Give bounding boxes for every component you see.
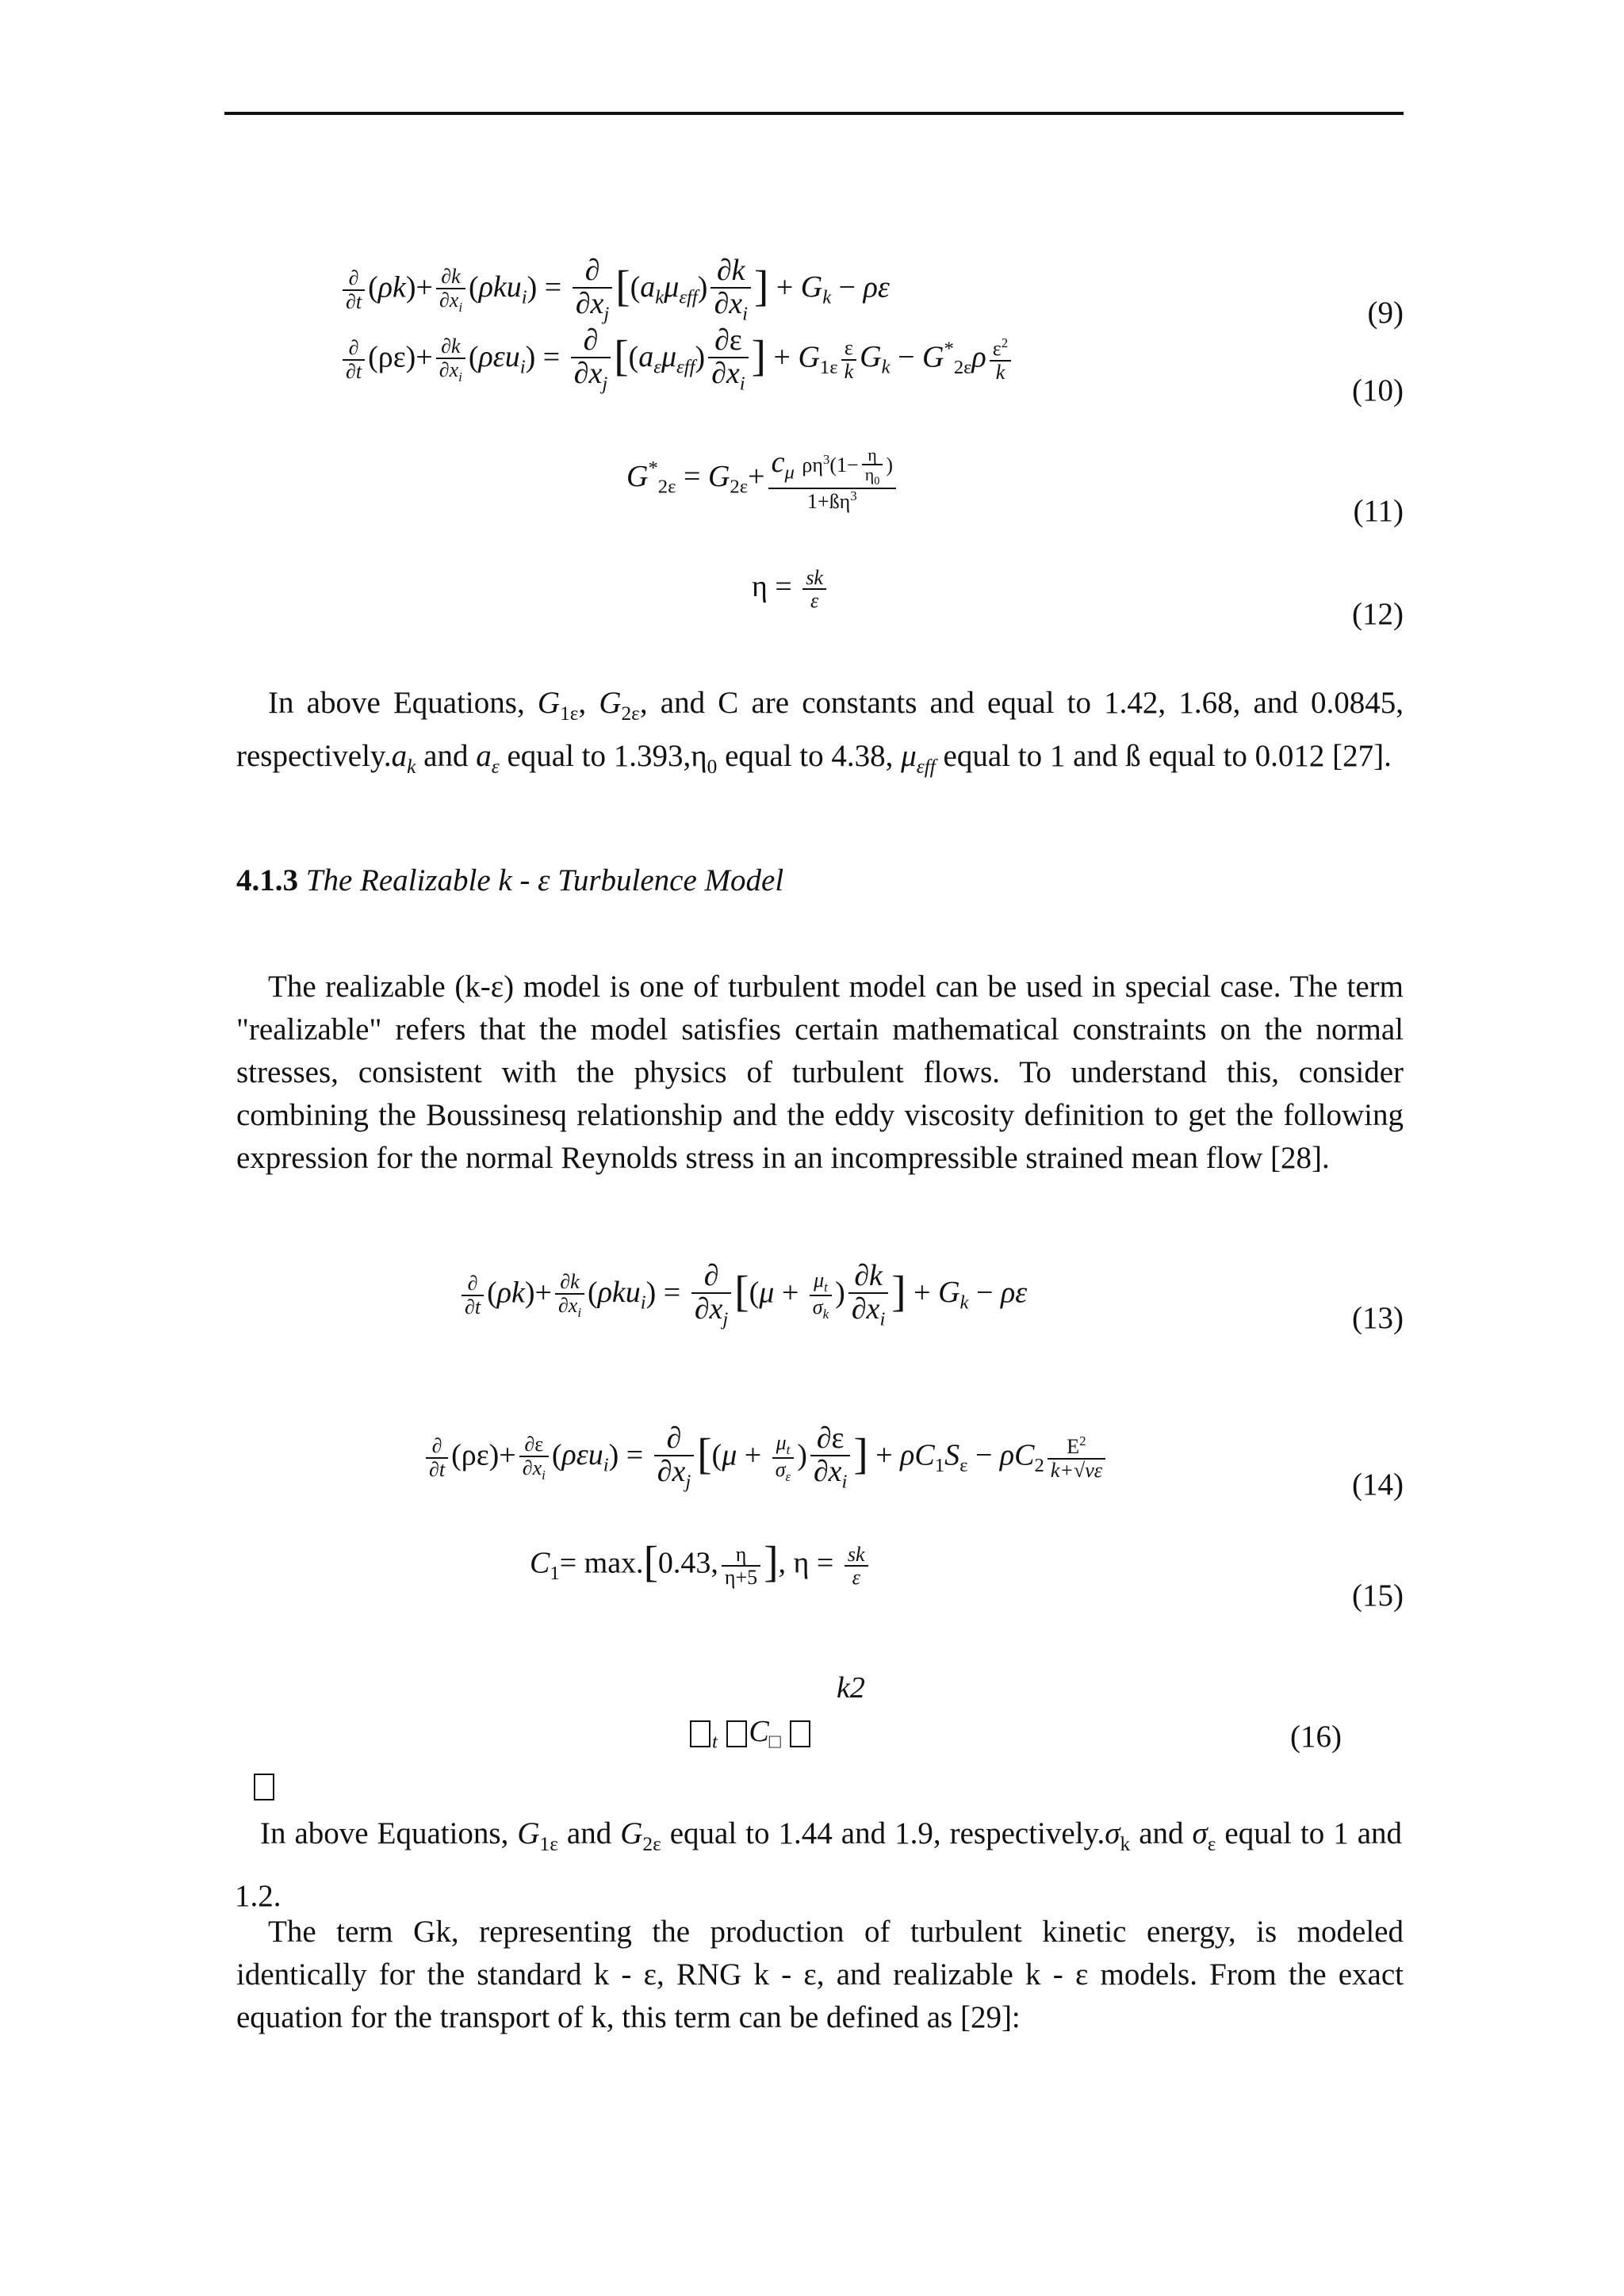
equation-9: $\frac{\partial}{\partial t}$ (ρk)+ $\frac{\partial k}{\partial x_i}$ (ρku$_i$) = $\frac{\partial}{\partial x_j}$ [$(a_k\mu_{\varepsilon ff})$ $\frac{\partial k}{\partial x_i}$ ] + $G_k - \rho\varepsilon$ <box>339 255 890 324</box>
equation-number-12: (12) <box>1352 597 1404 631</box>
equation-number-9: (9) <box>1367 296 1404 330</box>
equation-number-14: (14) <box>1352 1468 1404 1502</box>
stray-glyph <box>252 1770 276 1800</box>
paragraph-constants-rng: In above Equations, $G_{1\varepsilon}$, $G_{2\varepsilon}$, and C are constants and equal to 1.42, 1.68, and 0.0845, $respectively.a_k$ and $a_\varepsilon$ equal to $1.393,\eta_0$ equal to 4.38, $\mu_{\varepsilon ff}$ equal to 1 and ß equal to 0.012 [27]. <box>236 686 1404 778</box>
missing-glyph-icon <box>726 1720 747 1747</box>
equation-10: $\frac{\partial}{\partial t}$ (ρε)+ $\frac{\partial k}{\partial x_i}$ (ρεu$_i$) = $\frac{\partial}{\partial x_j}$ [$(a_\varepsilon\mu_{\varepsilon ff})$ $\frac{\partial\varepsilon}{\partial x_i}$ ] + $G_{1\varepsilon}$ $\frac{\varepsilon}{k}$ $G_k - G^*_{2\varepsilon}\rho$ $\frac{\varepsilon^2}{k}$ <box>339 325 1014 394</box>
equation-16-k2-label: k2 <box>837 1671 865 1705</box>
equation-number-16: (16) <box>1290 1720 1342 1754</box>
equation-11: $G^*_{2\varepsilon} = G_{2\varepsilon}+$ $c_\mu$ $\rho\eta^3(1-$ $\frac{\eta}{\eta_0}$ ) $1+ß\eta^3$ <box>626 446 899 513</box>
paragraph-realizable-intro: The realizable (k-ε) model is one of turbulent model can be used in special case. The term "realizable" refers that the model satisfies certain mathematical constraints on the normal stresses, consistent with the physics of turbulent flows. To understand this, consider combining the Boussinesq relationship and the eddy viscosity definition to get the following expression for the normal Reynolds stress in an incompressible strained mean flow [28]. <box>236 970 1404 1175</box>
equation-number-10: (10) <box>1352 373 1404 408</box>
equation-12: η = $\frac{sk}{\varepsilon}$ <box>752 567 829 612</box>
header-rule <box>224 112 1404 115</box>
equation-13: $\frac{\partial}{\partial t}$ (ρk)+ $\frac{\partial k}{\partial x_i}$ (ρku$_i$) = $\frac{\partial}{\partial x_j}$ [(μ + $\frac{\mu_t}{\sigma_k}$ ) $\frac{\partial k}{\partial x_i}$ ] + $G_k - \rho\varepsilon$ <box>458 1261 1027 1330</box>
missing-glyph-icon <box>690 1720 710 1747</box>
equation-number-13: (13) <box>1352 1301 1404 1335</box>
equation-15: $C_1= \max.[0.43$, $\frac{\eta}{\eta+5}$ ], η = $\frac{sk}{\varepsilon}$ <box>530 1540 871 1588</box>
paragraph-gk-production: The term Gk, representing the production of turbulent kinetic energy, is modeled identically for the standard k - ε, RNG k - ε, and realizable k - ε models. From the exact equation for the transport of k, this term can be defined as [29]: <box>236 1915 1404 2034</box>
equation-number-15: (15) <box>1352 1578 1404 1613</box>
equation-number-11: (11) <box>1353 494 1404 528</box>
equation-14: $\frac{\partial}{\partial t}$ (ρε)+ $\frac{\partial\varepsilon}{\partial x_i}$ (ρεu$_i$) = $\frac{\partial}{\partial x_j}$ [(μ + $\frac{\mu_t}{\sigma_\varepsilon}$ ) $\frac{\partial\varepsilon}{\partial x_i}$ ] + $\rho C_1S_\varepsilon - \rho C_2$ $\frac{E^2}{k+√\nu\varepsilon}$ <box>423 1423 1109 1492</box>
equation-16: $_t$ $C_□$ <box>688 1716 812 1752</box>
section-heading: 4.1.3 The Realizable k - ε Turbulence Model <box>236 863 784 897</box>
paragraph-constants-realizable: In above Equations, $G_{1\varepsilon}$ and $G_{2\varepsilon}$ equal to 1.44 and 1.9, $respectively.\sigma_k$ and $\sigma_\varepsilon$ equal to 1 and 1.2. <box>235 1816 1403 1913</box>
missing-glyph-icon <box>790 1720 810 1747</box>
missing-glyph-icon <box>254 1774 274 1800</box>
